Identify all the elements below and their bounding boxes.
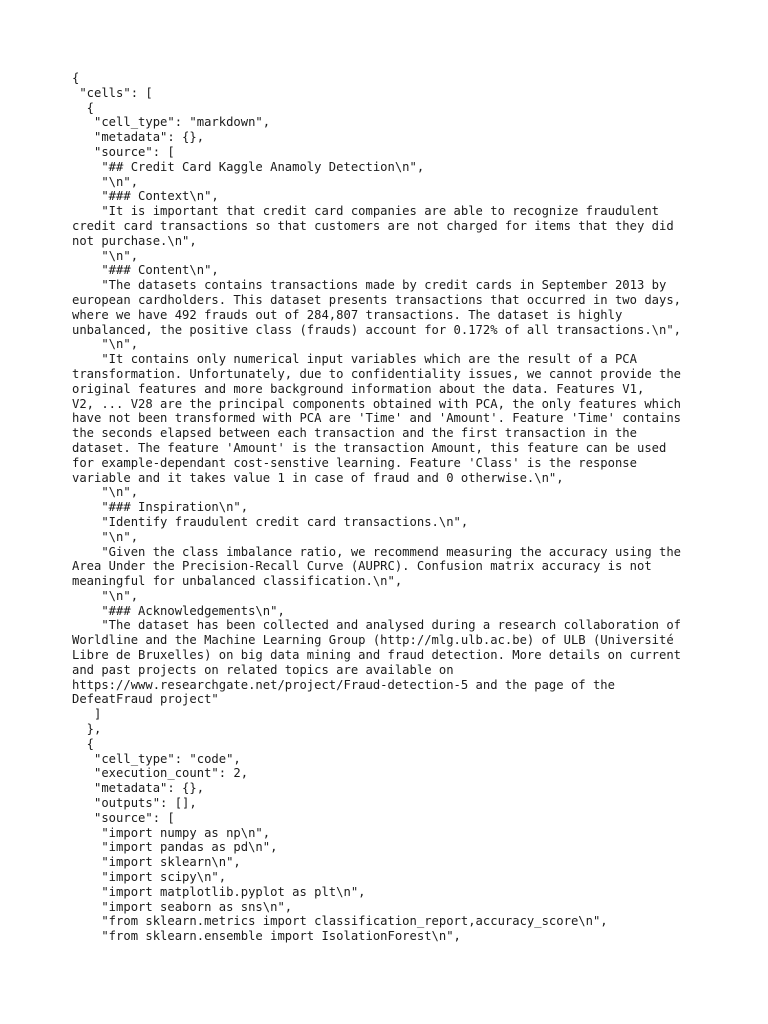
source-line: "import scipy\n", [72, 870, 227, 885]
source-line: Libre de Bruxelles) on big data mining and fraud detection. More details on current [72, 648, 682, 663]
source-line: and past projects on related topics are available on [72, 662, 454, 677]
source-line: "outputs": [], [72, 796, 197, 811]
source-line: dataset. The feature 'Amount' is the transaction Amount, this feature can be used [72, 440, 667, 455]
source-line: "import matplotlib.pyplot as plt\n", [72, 884, 366, 899]
source-line: "\n", [72, 248, 139, 263]
source-line: ] [72, 707, 102, 722]
source-line: for example-dependant cost-senstive learning. Feature 'Class' is the response [72, 455, 637, 470]
source-line: "### Acknowledgements\n", [72, 603, 285, 618]
source-line: "The datasets contains transactions made by credit cards in September 2013 by [72, 278, 667, 293]
source-line: not purchase.\n", [72, 233, 197, 248]
source-line: { [72, 100, 95, 115]
source-line: "The dataset has been collected and analysed during a research collaboration of [72, 618, 682, 633]
source-line: { [72, 71, 80, 85]
source-line: "It contains only numerical input variables which are the result of a PCA [72, 352, 637, 367]
source-line: "\n", [72, 485, 139, 500]
source-line: "import pandas as pd\n", [72, 840, 278, 855]
source-line: "### Content\n", [72, 263, 219, 278]
source-line: european cardholders. This dataset presents transactions that occurred in two days, [72, 292, 682, 307]
source-line: { [72, 736, 95, 751]
source-line: "metadata": {}, [72, 130, 205, 145]
source-line: "cells": [ [72, 85, 153, 100]
source-line: "execution_count": 2, [72, 766, 249, 781]
source-line: "\n", [72, 529, 139, 544]
notebook-json-source [72, 71, 708, 944]
source-line: "\n", [72, 174, 139, 189]
source-line: Area Under the Precision-Recall Curve (AUPRC). Confusion matrix accuracy is not [72, 559, 652, 574]
source-line: "import sklearn\n", [72, 855, 241, 870]
source-line: meaningful for unbalanced classification.\n", [72, 574, 403, 589]
source-line: transformation. Unfortunately, due to confidentiality issues, we cannot provide the [72, 366, 682, 381]
source-line: credit card transactions so that customers are not charged for items that they did [72, 218, 674, 233]
source-line: "\n", [72, 337, 139, 352]
source-line: V2, ... V28 are the principal components obtained with PCA, the only features which [72, 396, 682, 411]
source-line: "from sklearn.metrics import classification_report,accuracy_score\n", [72, 914, 608, 929]
source-line: "### Inspiration\n", [72, 500, 249, 515]
source-line: variable and it takes value 1 in case of fraud and 0 otherwise.\n", [72, 470, 564, 485]
source-line: "import numpy as np\n", [72, 825, 271, 840]
source-line: "cell_type": "code", [72, 751, 241, 766]
source-line: "Identify fraudulent credit card transactions.\n", [72, 514, 469, 529]
source-line: "\n", [72, 588, 139, 603]
source-line: have not been transformed with PCA are 'Time' and 'Amount'. Feature 'Time' contains [72, 411, 682, 426]
source-line: where we have 492 frauds out of 284,807 transactions. The dataset is highly [72, 307, 623, 322]
source-line: "## Credit Card Kaggle Anamoly Detection\n", [72, 159, 425, 174]
source-line: DefeatFraud project" [72, 692, 219, 707]
source-line: "cell_type": "markdown", [72, 115, 271, 130]
source-line: "import seaborn as sns\n", [72, 899, 293, 914]
source-line: original features and more background information about the data. Features V1, [72, 381, 645, 396]
source-line: "metadata": {}, [72, 781, 205, 796]
source-line: Worldline and the Machine Learning Group (http://mlg.ulb.ac.be) of ULB (Université [72, 633, 674, 648]
source-line: https://www.researchgate.net/project/Fraud-detection-5 and the page of the [72, 677, 615, 692]
source-line: }, [72, 722, 102, 737]
source-line: "from sklearn.ensemble import IsolationForest\n", [72, 929, 461, 944]
source-line: "### Context\n", [72, 189, 219, 204]
source-line: "It is important that credit card companies are able to recognize fraudulent [72, 204, 659, 219]
source-line: the seconds elapsed between each transaction and the first transaction in the [72, 426, 637, 441]
source-line: "Given the class imbalance ratio, we recommend measuring the accuracy using the [72, 544, 682, 559]
source-line: "source": [ [72, 144, 175, 159]
source-line: "source": [ [72, 810, 175, 825]
source-line: unbalanced, the positive class (frauds) account for 0.172% of all transactions.\n", [72, 322, 682, 337]
